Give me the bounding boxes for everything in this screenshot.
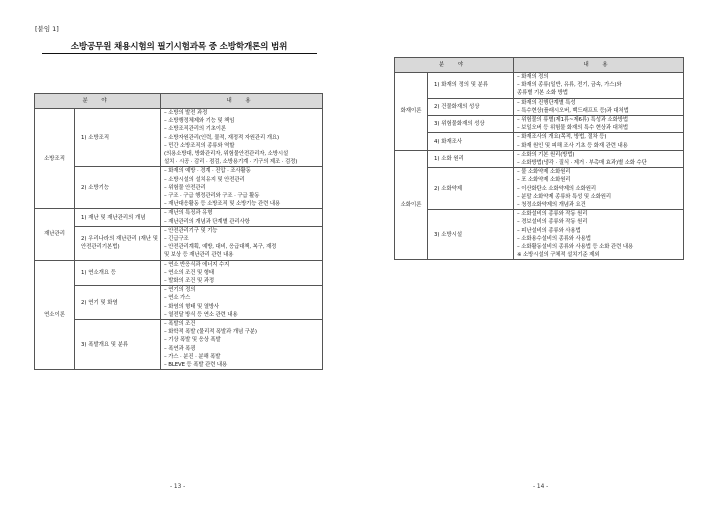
- scope-table-left: [34, 93, 323, 370]
- content-line: – 소방자원관리(인력, 물적, 재정적 자원관리 개요): [164, 134, 279, 141]
- content-line: 설치 · 시공 · 감리 · 점검, 소방용기계 · 기구의 제조 · 검정): [164, 159, 298, 166]
- content-cell: [514, 133, 684, 150]
- content-cell: [161, 226, 323, 260]
- content-line: – 화재의 진행단계별 특성: [517, 99, 576, 106]
- content-line: – 소방시설의 설치유지 및 안전관리: [164, 176, 245, 183]
- content-line: – 화염의 형태 및 열방사: [164, 303, 220, 310]
- content-line: – 물 소화약제 소화원리: [517, 169, 571, 176]
- subcategory-cell: 3) 위험물화재의 성상: [428, 116, 514, 133]
- content-line: (의용소방대, 방화관리자, 위험물안전관리자, 소방시설: [164, 151, 289, 158]
- category-cell: 소화이론: [395, 150, 428, 260]
- content-cell: [161, 320, 323, 370]
- content-line: – 연기의 정의: [164, 287, 196, 294]
- category-cell: 연소이론: [35, 260, 75, 370]
- table-row: [35, 209, 323, 226]
- appendix-label: [붙임 1]: [35, 25, 59, 33]
- subcategory-cell: 1) 소방조직: [75, 109, 161, 167]
- content-line: – 보일오버 등 위험물 화재의 특수 현상과 대처법: [517, 125, 628, 132]
- table-row: [35, 109, 323, 167]
- category-cell: 화재이론: [395, 73, 428, 151]
- content-line: – 소방의 발전 과정: [164, 110, 208, 116]
- content-line: – 화재 원인 및 피해 조사 기초 등 화재 관련 내용: [517, 142, 628, 149]
- content-line: – 소화활동설비의 종류와 사용법 등 소화 관련 내용: [517, 244, 634, 251]
- content-cell: [161, 209, 323, 226]
- content-line: – 화재의 정의: [517, 74, 549, 80]
- content-line: – 연소의 조건 및 형태: [164, 269, 214, 276]
- content-line: – 화재의 예방 · 경계 · 진압 · 조사활동: [164, 168, 251, 175]
- header-content: 내 용: [514, 58, 684, 73]
- table-header-row: [395, 58, 684, 73]
- table-row: [395, 210, 684, 260]
- content-line: – 가스 · 분진 · 분해 폭발: [164, 353, 221, 360]
- table-row: [395, 133, 684, 150]
- content-line: – 소화방법(냉각 · 질식 · 제거 · 부촉매 효과)별 소화 수단: [517, 160, 647, 167]
- table-row: [35, 167, 323, 209]
- content-line: – 재난관리의 개념과 단계별 관리사항: [164, 218, 250, 225]
- table-row: [395, 73, 684, 99]
- content-line: – 연소 가스: [164, 295, 191, 302]
- content-line: – 피난설비의 종류와 사용법: [517, 227, 581, 234]
- content-line: – 소방행정체제와 기능 및 책임: [164, 118, 235, 125]
- content-line: ※ 소방시설의 구체적 설치기준 제외: [517, 252, 600, 259]
- table-row: [395, 116, 684, 133]
- content-line: – 재난대응활동 등 소방조직 및 소방기능 관련 내용: [164, 201, 281, 208]
- table-header-row: [35, 94, 323, 109]
- content-line: – 위험물 안전관리: [164, 184, 206, 191]
- subcategory-cell: 3) 폭발개요 및 분류: [75, 320, 161, 370]
- content-line: – 폭연과 폭굉: [164, 345, 196, 352]
- content-line: – 화학적 폭발 (물리적 폭발과 개념 구분): [164, 329, 257, 336]
- header-content: 내 용: [161, 94, 323, 109]
- scope-table-right: [394, 57, 684, 260]
- content-line: – 연소 반응식과 에너지 수지: [164, 261, 230, 268]
- subcategory-cell: 1) 연소개요 등: [75, 260, 161, 286]
- content-line: 및 보상 등 재난관리 관련 내용: [164, 252, 234, 259]
- content-line: – 발화의 조건 및 과정: [164, 278, 214, 285]
- subcategory-cell: 1) 화재의 정의 및 분류: [428, 73, 514, 99]
- content-cell: [161, 260, 323, 286]
- subcategory-cell: 4) 화재조사: [428, 133, 514, 150]
- content-line: – 위험물의 류별(제1류~제6류) 특성과 소화방법: [517, 117, 628, 124]
- table-row: [35, 260, 323, 286]
- content-cell: [161, 167, 323, 209]
- page-number: - 13 -: [170, 484, 186, 490]
- content-line: – 소방조직관리의 기초이론: [164, 126, 227, 133]
- table-row: [35, 226, 323, 260]
- content-line: – 경보설비의 종류와 작동 원리: [517, 219, 588, 226]
- subcategory-cell: 2) 건물화재의 성상: [428, 98, 514, 115]
- content-line: – 청정소화약제의 개념과 요건: [517, 202, 586, 209]
- content-line: – 재난의 특징과 유형: [164, 210, 213, 217]
- table-row: [35, 286, 323, 320]
- content-cell: [161, 109, 323, 167]
- content-line: – 이산화탄소 소화약제의 소화원리: [517, 185, 596, 192]
- table-row: [35, 320, 323, 370]
- subcategory-cell: 1) 재난 및 재난관리의 개념: [75, 209, 161, 226]
- right-page: [360, 0, 720, 509]
- subcategory-cell: 2) 소방기능: [75, 167, 161, 209]
- category-cell: 소방조직: [35, 109, 75, 209]
- content-line: – 구조 · 구급 행정관리와 구조 · 구급 활동: [164, 193, 260, 200]
- content-line: 종류별 기본 소화 방법: [517, 90, 568, 97]
- subcategory-cell: 1) 소화 원리: [428, 150, 514, 167]
- content-line: – 기상 폭발 및 응상 폭발: [164, 337, 221, 344]
- content-line: – 폭발의 조건: [164, 321, 196, 328]
- content-cell: [514, 150, 684, 167]
- subcategory-cell: 2) 소화약제: [428, 168, 514, 210]
- subcategory-cell: 2) 우리나라의 재난관리 (재난 및 안전관리기본법): [75, 226, 161, 260]
- title-underline: [42, 53, 317, 54]
- content-line: – 안전관리계획, 예방, 대비, 응급대책, 복구, 재정: [164, 244, 277, 251]
- page-number: - 14 -: [533, 484, 549, 490]
- content-line: – 소화설비의 종류와 작동 원리: [517, 211, 588, 218]
- content-cell: [514, 210, 684, 260]
- content-line: – 화재의 종류(일반, 유류, 전기, 금속, 가스)와: [517, 82, 622, 89]
- content-line: – BLEVE 등 폭발 관련 내용: [164, 362, 228, 369]
- content-line: – 열전달 방식 등 연소 관련 내용: [164, 311, 238, 318]
- content-cell: [161, 286, 323, 320]
- table-row: [395, 150, 684, 167]
- content-line: – 화재조사의 개요(목적, 방법, 절차 등): [517, 134, 607, 141]
- content-line: – 민간 소방조직의 종류와 역할: [164, 142, 235, 149]
- content-line: – 긴급구조: [164, 236, 189, 243]
- content-cell: [514, 168, 684, 210]
- category-cell: 재난관리: [35, 209, 75, 260]
- content-line: – 소화용수설비의 종류와 사용법: [517, 235, 591, 242]
- content-line: – 포 소화약제 소화원리: [517, 177, 571, 184]
- page-title: 소방공무원 채용시험의 필기시험과목 중 소방학개론의 범위: [70, 42, 288, 52]
- header-field: 분 야: [395, 58, 514, 73]
- content-cell: [514, 116, 684, 133]
- content-line: – 소화의 기본 원리(방법): [517, 151, 575, 158]
- content-line: – 특수현상(플래시오버, 백드래프트 등)과 대처법: [517, 107, 629, 114]
- subcategory-cell: 2) 연기 및 화염: [75, 286, 161, 320]
- content-cell: [514, 98, 684, 115]
- content-cell: [514, 73, 684, 99]
- table-row: [395, 168, 684, 210]
- content-line: – 안전관리기구 및 기능: [164, 227, 218, 234]
- subcategory-cell: 3) 소방시설: [428, 210, 514, 260]
- content-line: – 분말 소화약제 종류와 특성 및 소화원리: [517, 193, 612, 200]
- table-row: [395, 98, 684, 115]
- header-field: 분 야: [35, 94, 161, 109]
